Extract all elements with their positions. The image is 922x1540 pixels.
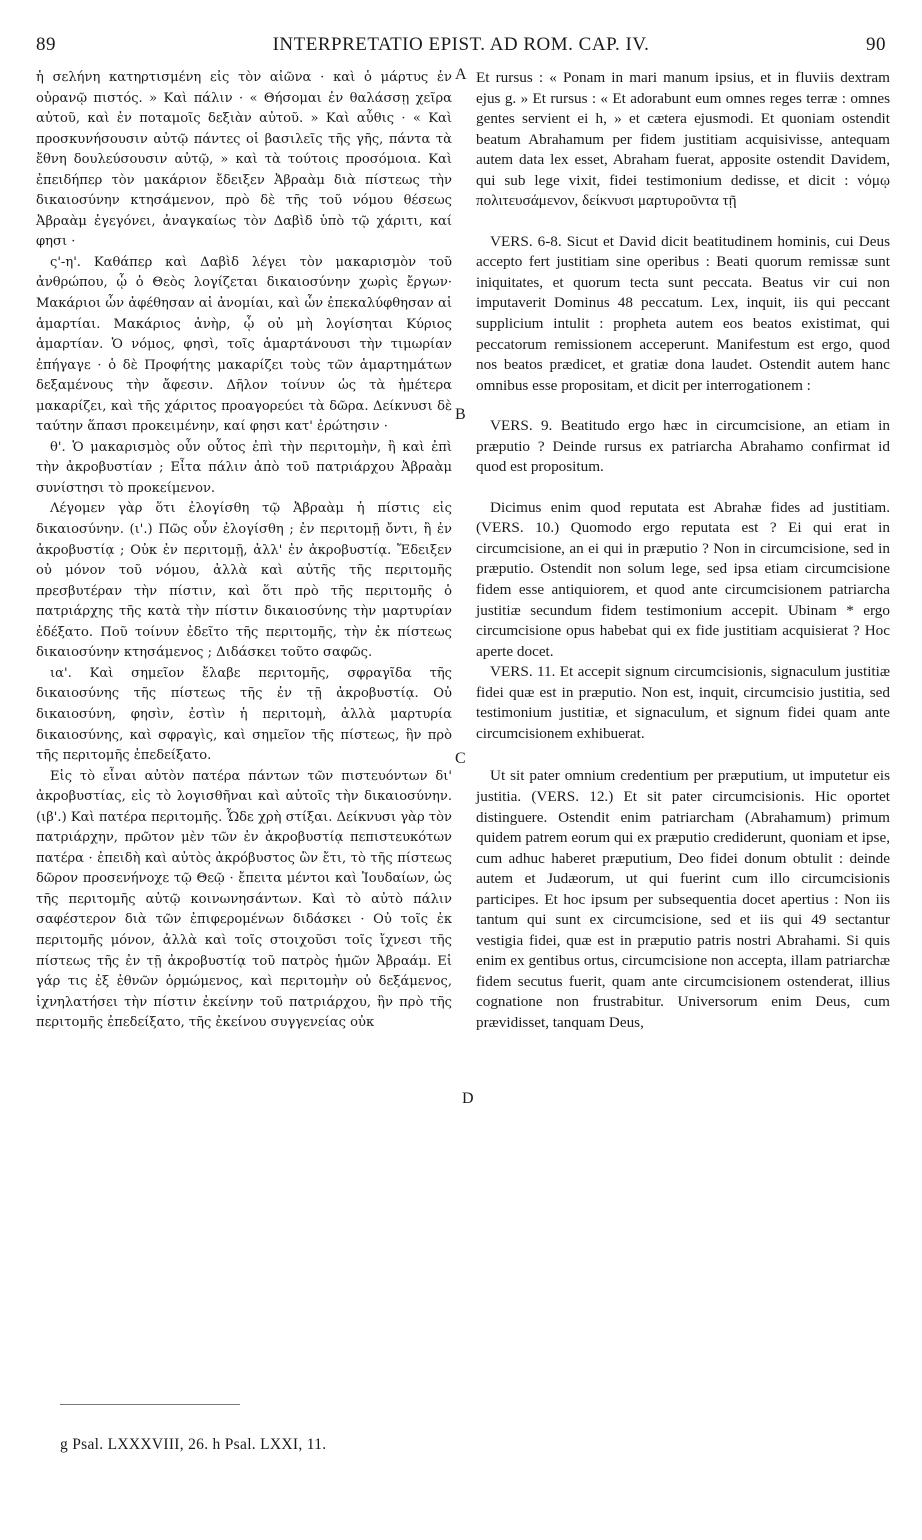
latin-column — [476, 68, 890, 1034]
margin-letter-a: A — [455, 66, 467, 83]
margin-letter-c: C — [455, 750, 466, 767]
page-number-right: 90 — [866, 34, 886, 55]
page-number-left: 89 — [36, 34, 56, 55]
margin-letter-b: B — [455, 406, 466, 423]
latin-paragraph: VERS. 6-8. Sicut et David dicit beatitudinem hominis, cui Deus accepto fert justitiam sine operibus : Beati quorum remissæ sunt iniquitates, et quorum tecta sunt peccata. Beatus vir cui non imputaverit Dominus 48 peccatum. Lex, inquit, iis qui peccant supplicium intulit : propheta autem eos beatos existimat, qui peccatorum remissionem acceperunt. Manifestum est ergo, quod nos beatos prædicet, et gratiæ dona laudet. Ostendit autem hanc omnibus esse propositam, et dicit per interrogationem : — [476, 232, 890, 394]
greek-paragraph: ς'-η'. Καθάπερ καὶ Δαβὶδ λέγει τὸν μακαρισμὸν τοῦ ἀνθρώπου, ᾧ ὁ Θεὸς λογίζεται δικαιοσύνην χωρὶς ἔργων· Μακάριοι ὧν ἀφέθησαν αἱ ἀνομίαι, καὶ ὧν ἐπεκαλύφθησαν αἱ ἁμαρτίαι. Μακάριος ἀνὴρ, ᾧ οὐ μὴ λογίσηται Κύριος ἁμαρτίαν. Ὁ νόμος, φησὶ, τοῖς ἁμαρτάνουσι τὴν τιμωρίαν ἐπήγαγε · ὁ δὲ Προφήτης μακαρίζει τοὺς τῶν ἁμαρτημάτων δεξαμένους τὴν ἄφεσιν. Δῆλον τοίνυν ὡς τὰ ἡμέτερα μακαρίζει, καὶ τῆς χάριτος προαγορεύει τὰ δῶρα. Δείκνυσι δὲ ταύτην ἅπασι προκειμένην, καί φησι κατ' ἐρώτησιν · — [36, 254, 452, 435]
footnotes: g Psal. LXXXVIII, 26. h Psal. LXXI, 11. — [60, 1436, 327, 1453]
running-header — [36, 34, 886, 58]
greek-paragraph: ια'. Καὶ σημεῖον ἔλαβε περιτομῆς, σφραγῖδα τῆς δικαιοσύνης τῆς πίστεως τῆς ἐν τῇ ἀκροβυστίᾳ. Οὐ δικαιοσύνη, φησὶν, ἐστὶν ἡ περιτομὴ, ἀλλὰ μαρτυρία δικαιοσύνης, καὶ σφραγὶς, καὶ σημεῖον τῆς πίστεως, ἣν πρὸ τῆς περιτομῆς ἐπεδείξατο. — [36, 665, 452, 764]
latin-paragraph: Dicimus enim quod reputata est Abrahæ fides ad justitiam. (VERS. 10.) Quomodo ergo reputata est ? Ei qui erat in circumcisione, an ei qui in præputio ? Non in circumcisione, sed in præputio. Ostendit non solum lege, sed ipsa etiam circumcisione fidem esse antiquiorem, et quod ante circumcisionem patriarcha justitiæ secundum fidem testimonium accepit. Ubinam * ergo circumcisione opus habebat qui ex fide justitiam acquisierat ? Hoc aperte docet. — [476, 498, 890, 660]
greek-column — [36, 68, 452, 1034]
running-title: INTERPRETATIO EPIST. AD ROM. CAP. IV. — [272, 34, 650, 55]
footnote-rule — [60, 1404, 240, 1405]
greek-paragraph: Εἰς τὸ εἶναι αὐτὸν πατέρα πάντων τῶν πιστευόντων δι' ἀκροβυστίας, εἰς τὸ λογισθῆναι καὶ αὐτοῖς τὴν δικαιοσύνην. (ιβ'.) Καὶ πατέρα περιτομῆς. Ὧδε χρὴ στίξαι. Δείκνυσι γὰρ τὸν πατριάρχην, πρῶτον μὲν τῶν ἐν ἀκροβυστίᾳ πεπιστευκότων πατέρα · ἐπειδὴ καὶ αὐτὸς ἀκρόβυστος ὢν ἔτι, τὸ τῆς πίστεως δῶρον προσενήνοχε τῷ Θεῷ · ἔπειτα μέντοι καὶ Ἰουδαίων, ὡς τῆς περιτομῆς αὐτῷ κοινωνησάντων. Καὶ τὸ αὐτὸ πάλιν σαφέστερον διὰ τῶν ἐπιφερομένων διδάσκει · Οὐ τοῖς ἐκ περιτομῆς μόνον, ἀλλὰ καὶ τοῖς στοιχοῦσι τοῖς ἴχνεσι τῆς πίστεως τῆς ἐν τῇ ἀκροβυστίᾳ τοῦ πατρὸς ἡμῶν Ἀβραάμ. Εἰ γάρ τις ἐξ ἐθνῶν ὁρμώμενος, καὶ περιτομὴν οὐ δεξάμενος, ἰχνηλατήσει τὴν πίστιν ἐκείνην τοῦ πατριάρχου, ἣν πρὸ τῆς περιτομῆς ἐπεδείξατο, τῆς ἐκείνου συγγενείας οὐκ — [36, 768, 452, 1031]
latin-paragraph: Et rursus : « Ponam in mari manum ipsius, et in fluviis dextram ejus g. » Et rursus : « Et adorabunt eum omnes reges terræ : omnes gentes servient ei h, » et cætera ejusmodi. Et quoniam ostendit beatum Abrahamum per fidem justitiam acquisivisse, antequam autem data lex esset, Abraham fuerat, apposite ostendit Davidem, qui sub lege vixit, fidei testimonium dedisse, et dicit : νόμῳ πολιτευσάμενον, δείκνυσι μαρτυροῦντα τῇ — [476, 69, 890, 210]
greek-paragraph: θ'. Ὁ μακαρισμὸς οὖν οὗτος ἐπὶ τὴν περιτομὴν, ἢ καὶ ἐπὶ τὴν ἀκροβυστίαν ; Εἶτα πάλιν ἀπὸ τοῦ πατριάρχου Ἀβραὰμ συνίστησι τὸ προκείμενον. — [36, 439, 452, 496]
greek-paragraph: ἡ σελήνη κατηρτισμένη εἰς τὸν αἰῶνα · καὶ ὁ μάρτυς ἐν οὐρανῷ πιστός. » Καὶ πάλιν · « Θήσομαι ἐν θαλάσσῃ χεῖρα αὐτοῦ, καὶ ἐν ποταμοῖς δεξιὰν αὐτοῦ. » Καὶ αὖθις · « Καὶ προσκυνήσουσιν αὐτῷ πάντες οἱ βασιλεῖς τῆς γῆς, πάντα τὰ ἔθνη δουλεύσουσιν αὐτῷ, » καὶ τὰ τούτοις προσόμοια. Καὶ ἐπειδήπερ τὸν μακάριον ἔδειξεν Ἀβραὰμ διὰ πίστεως τὴν δικαιοσύνην κτησάμενον, πρὸ δὲ τῆς τοῦ νόμου θέσεως Ἀβραὰμ ἐγεγόνει, ἀναγκαίως τὸν Δαβὶδ ὑπὸ τῷ χάριτι, καί φησι · — [36, 70, 452, 250]
margin-letter-d: D — [462, 1090, 474, 1107]
latin-paragraph: Ut sit pater omnium credentium per præputium, ut imputetur eis justitia. (VERS. 12.) Et sit pater circumcisionis. Hic oportet distinguere. Ostendit enim patriarcham (Abrahamum) primum quidem patrem eorum qui ex præputio crediderunt, quoniam et ipse, cum adhuc haberet præputium, Deo fidei donum obtulit : deinde autem et Judæorum, ut qui fuerint cum illo circumcisionis participes. Et hoc ipsum per subsequentia docet apertius : Non iis tantum qui sunt ex circumcisione, sed et iis qui 49 sectantur vestigia fidei, quæ est in præputio patris nostri Abrahami. Si quis enim ex gentibus ortus, circumcisione non accepta, illam patriarchæ fidem secutus fuerit, quam ante circumcisionem ostenderat, illius cognatione non frustrabitur. Universorum enim Deus, cum prævidisset, tanquam Deus, — [476, 767, 890, 1031]
latin-paragraph: VERS. 9. Beatitudo ergo hæc in circumcisione, an etiam in præputio ? Deinde rursus ex patriarcha Abrahamo confirmat id quod est propositum. — [476, 417, 890, 476]
greek-paragraph: Λέγομεν γὰρ ὅτι ἐλογίσθη τῷ Ἀβραὰμ ἡ πίστις εἰς δικαιοσύνην. (ι'.) Πῶς οὖν ἐλογίσθη ; ἐν περιτομῇ ὄντι, ἢ ἐν ἀκροβυστίᾳ ; Οὐκ ἐν περιτομῇ, ἀλλ' ἐν ἀκροβυστίᾳ. Ἔδειξεν οὐ μόνον τοῦ νόμου, ἀλλὰ καὶ αὐτῆς τῆς περιτομῆς πρεσβυτέραν τὴν πίστιν, καὶ ὅτι πρὸ τῆς περιτομῆς ὁ πατριάρχης τῆς κατὰ τὴν πίστιν δικαιοσύνης τὴν μαρτυρίαν ἐδέξατο. Ποῦ τοίνυν ἐδεῖτο τῆς περιτομῆς, τὴν ἐκ πίστεως δικαιοσύνην κτησάμενος ; Διδάσκει τοῦτο σαφῶς. — [36, 501, 452, 661]
latin-paragraph: VERS. 11. Et accepit signum circumcisionis, signaculum justitiæ fidei quæ est in præputio. Non est, inquit, circumcisio justitia, sed testimonium justitiæ, et signaculum, et signum fidei quam ante circumcisionem exhibuerat. — [476, 663, 890, 742]
